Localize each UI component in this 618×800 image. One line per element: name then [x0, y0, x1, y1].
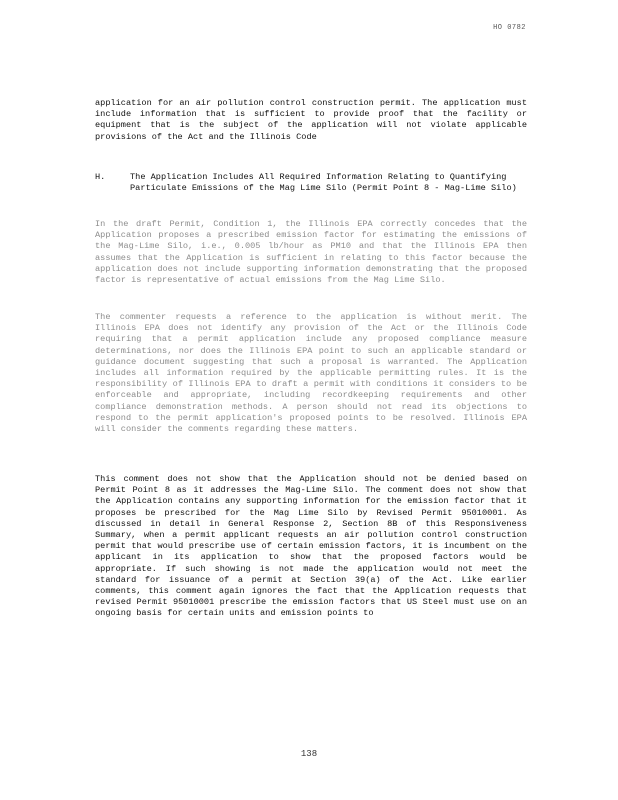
section-heading: The Application Includes All Required Information Relating to Quantifying Particulate Emissions of the Mag Lime Silo (Permit Point 8 - Mag-Lime Silo) — [130, 172, 517, 194]
paragraph-commenter-response: The commenter requests a reference to the application is without merit. The Illinois EPA does not identify any provision of the Act or the Illinois Code requiring that a permit application include any proposed compliance measure determinations, nor does the Illinois EPA point to such an applicable standard or guidance document suggesting that such a proposal is warranted. The Application includes all information required by the applicable permitting rules. It is the responsibility of Illinois EPA to draft a permit with conditions it considers to be enforceable and appropriate, including recordkeeping requirements and other compliance demonstration methods. A person should not read its objections to respond to the permit application's proposed points to be resolved. Illinois EPA will consider the comments regarding these matters. — [95, 312, 527, 435]
document-code: HO 0782 — [493, 24, 526, 32]
paragraph-agency-response: This comment does not show that the Application should not be denied based on Permit Point 8 as it addresses the Mag-Lime Silo. The comment does not show that the Application contains any supporting information for the emission factor that it proposes be prescribed for the Mag Lime Silo by Revised Permit 95010001. As discussed in detail in General Response 2, Section 8B of this Responsiveness Summary, when a permit applicant requests an air pollution control construction permit that would prescribe use of certain emission factors, it is incumbent on the applicant in its application to show that the proposed factors would be appropriate. If such showing is not made the application would not meet the standard for issuance of a permit at Section 39(a) of the Act. Like earlier comments, this comment again ignores the fact that the Application requests that revised Permit 95010001 prescribe the emission factors that US Steel must use on an ongoing basis for certain units and emission points to — [95, 474, 527, 619]
paragraph-intro: application for an air pollution control construction permit. The application must include information that is sufficient to provide proof that the facility or equipment that is the subject of the application will not violate applicable provisions of the Act and the Illinois Code — [95, 98, 527, 142]
paragraph-draft-permit: In the draft Permit, Condition 1, the Illinois EPA correctly concedes that the Application proposes a prescribed emission factor for estimating the emissions of the Mag-Lime Silo, i.e., 0.005 lb/hour as PM10 and that the Illinois EPA then assumes that the Application is sufficient in relating to this factor because the application does not include supporting information demonstrating that the proposed factor is representative of actual emissions from the Mag Lime Silo. — [95, 219, 527, 286]
page-number: 138 — [300, 749, 318, 759]
section-number: H. — [95, 172, 106, 182]
